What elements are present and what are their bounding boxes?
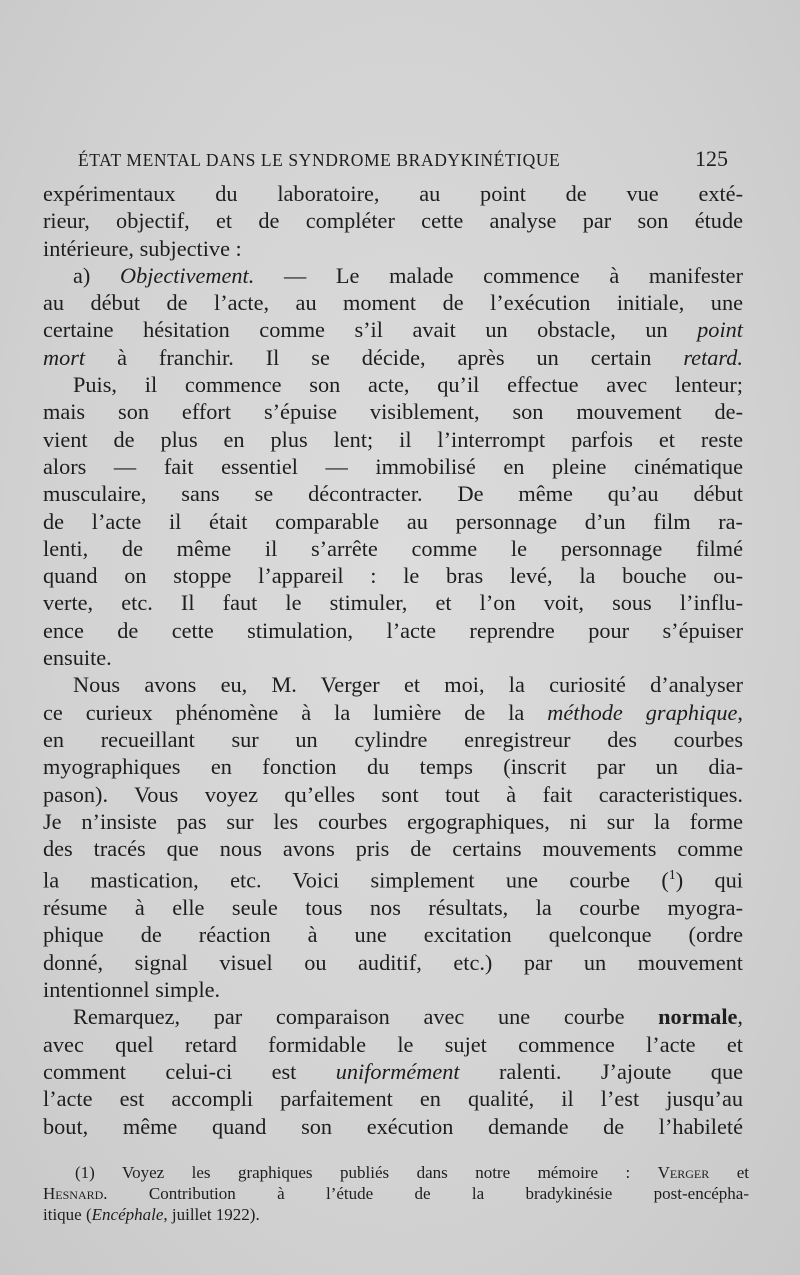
text-line: phique de réaction à une excitation quelconque (ordre <box>43 922 743 948</box>
text-line: mort à franchir. Il se décide, après un certain retard. <box>43 344 743 370</box>
running-title: ÉTAT MENTAL DANS LE SYNDROME BRADYKINÉTIQUE <box>78 150 561 170</box>
bold-term: normale <box>658 1004 738 1030</box>
text-line: ce curieux phénomène à la lumière de la méthode graphique, <box>43 699 743 725</box>
text-line: musculaire, sans se décontracter. De même qu’au début <box>43 481 743 507</box>
page-header <box>78 146 728 172</box>
text-line: lenti, de même il s’arrête comme le personnage filmé <box>43 535 743 561</box>
text-line: Puis, il commence son acte, qu’il effectue avec lenteur; <box>73 372 743 398</box>
text-line: Nous avons eu, M. Verger et moi, la curiosité d’analyser <box>73 672 743 698</box>
text-line: certaine hésitation comme s’il avait un obstacle, un point <box>43 317 743 343</box>
text-line: vient de plus en plus lent; il l’interrompt parfois et reste <box>43 426 743 452</box>
italic-term: mort <box>43 344 86 370</box>
text-line: bout, même quand son exécution demande de l’habileté <box>43 1113 743 1139</box>
text-line: verte, etc. Il faut le stimuler, et l’on voit, sous l’influ- <box>43 590 743 616</box>
text-line: quand on stoppe l’appareil : le bras levé, la bouche ou- <box>43 563 743 589</box>
italic-term: retard. <box>683 344 743 370</box>
text-line: alors — fait essentiel — immobilisé en pleine cinématique <box>43 453 743 479</box>
text-line: résume à elle seule tous nos résultats, la courbe myogra- <box>43 895 743 921</box>
text-line: avec quel retard formidable le sujet commence l’acte et <box>43 1031 743 1057</box>
footnote <box>43 1162 749 1225</box>
footnote-marker: (1) <box>75 1163 95 1182</box>
text-line: Remarquez, par comparaison avec une courbe normale, <box>73 1004 743 1030</box>
footnote-line: (1) Voyez les graphiques publiés dans notre mémoire : Verger et <box>75 1163 749 1182</box>
text-line: intérieure, subjective : <box>43 235 242 261</box>
text-line: la mastication, etc. Voici simplement une courbe ($^1$) qui <box>43 867 743 893</box>
page-number: 125 <box>695 146 728 171</box>
author-name: Verger <box>657 1163 710 1182</box>
text-line: Je n’insiste pas sur les courbes ergographiques, ni sur la forme <box>43 808 743 834</box>
text-line: comment celui-ci est uniformément ralenti. J’ajoute que <box>43 1058 743 1084</box>
text-line: a) Objectivement. — Le malade commence à manifester <box>73 262 743 288</box>
text-line: expérimentaux du laboratoire, au point de vue exté- <box>43 181 743 206</box>
text-line: des tracés que nous avons pris de certains mouvements comme <box>43 836 743 862</box>
author-name: Hesnard <box>43 1184 104 1203</box>
italic-term: Objectivement. <box>119 262 255 288</box>
italic-term: uniformément <box>335 1058 460 1084</box>
text-line: l’acte est accompli parfaitement en qualité, il l’est jusqu’au <box>43 1086 743 1112</box>
text-line: intentionnel simple. <box>43 977 221 1003</box>
text-line: de l’acte il était comparable au personnage d’un film ra- <box>43 508 743 534</box>
text-line: au début de l’acte, au moment de l’exécution initiale, une <box>43 290 743 316</box>
footnote-ref[interactable]: 1 <box>668 868 676 884</box>
text-line: ensuite. <box>43 645 112 671</box>
text-line: donné, signal visuel ou auditif, etc.) par un mouvement <box>43 949 743 975</box>
text-line: en recueillant sur un cylindre enregistreur des courbes <box>43 726 743 752</box>
footnote-line: Hesnard. Contribution à l’étude de la bradykinésie post-encépha- <box>43 1184 749 1203</box>
journal-title: Encéphale <box>91 1205 164 1224</box>
text-line: rieur, objectif, et de compléter cette analyse par son étude <box>43 208 743 234</box>
italic-term: point <box>697 317 743 343</box>
text-line: pason). Vous voyez qu’elles sont tout à fait caracteristiques. <box>43 781 743 807</box>
text-line: ence de cette stimulation, l’acte reprendre pour s’épuiser <box>43 617 743 643</box>
body-text <box>43 180 743 1140</box>
italic-term: méthode graphique <box>547 699 738 725</box>
footnote-line: itique (Encéphale, juillet 1922). <box>43 1205 260 1224</box>
text-line: mais son effort s’épuise visiblement, son mouvement de- <box>43 399 743 425</box>
text-line: myographiques en fonction du temps (inscrit par un dia- <box>43 754 743 780</box>
